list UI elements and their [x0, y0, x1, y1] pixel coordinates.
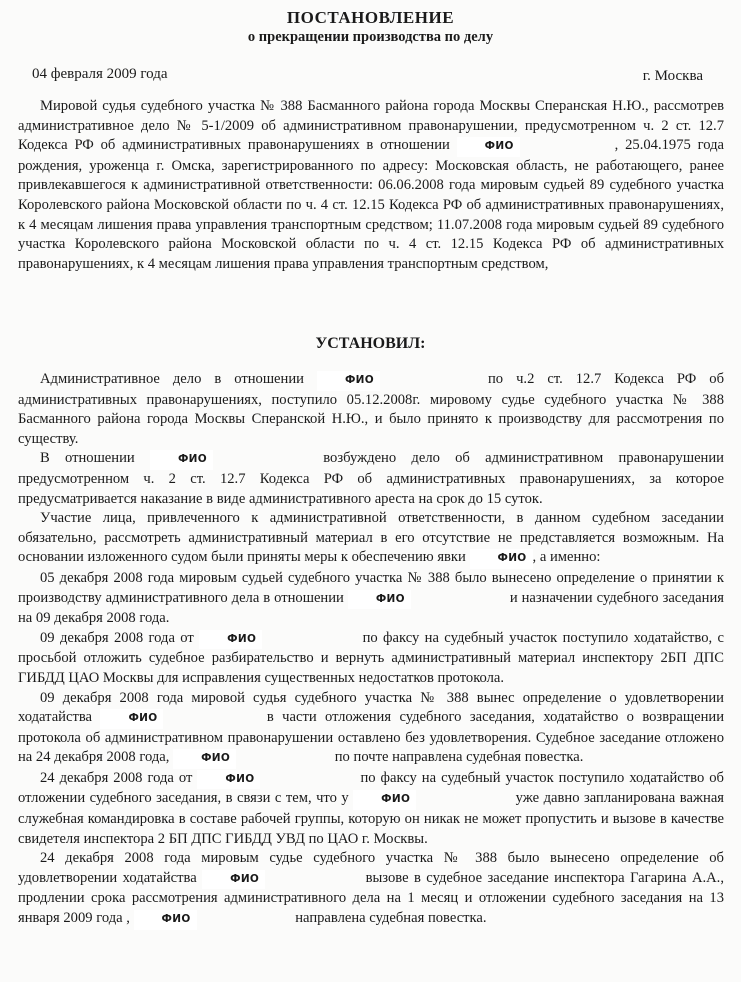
body-text: по факсу на судебный участок поступило ходатайство об отложении судебного заседания, в связи с тем, что у	[18, 769, 724, 807]
redacted-name: ФИО	[470, 549, 533, 569]
redacted-name: ФИО	[348, 590, 411, 610]
body-paragraph	[18, 629, 724, 689]
intro-text-1: Мировой судья судебного участка № 388 Басманного района города Москвы Сперанская Н.Ю., рассмотрев административное дело № 5-1/2009 об административном правонарушении, предусмотренном ч. 2 ст. 12.7 Кодекса РФ об административных правонарушениях в отношении	[18, 98, 724, 154]
body-text: возбуждено дело об административном правонарушении предусмотренном ч. 2 ст. 12.7 Кодекса РФ об административных правонарушениях, за которое предусматривается наказание в виде административного ареста на срок до 15 суток.	[18, 450, 724, 507]
body-text: 09 декабря 2008 года от	[40, 629, 194, 646]
body-text: по почте направлена судебная повестка.	[334, 749, 584, 766]
body-text: 09 декабря 2008 года мировой судья судебного участка № 388 вынес определение о удовлетворении ходатайства	[18, 689, 724, 726]
body-text: направлена судебная повестка.	[295, 910, 487, 927]
document-subtitle: о прекращении производства по делу	[247, 29, 494, 45]
body-paragraph	[18, 509, 724, 569]
redacted-name: ФИО	[317, 371, 380, 391]
body-text: уже давно запланирована важная служебная командировка в составе рабочей группы, которую он никак не может пропустить и вызове в качестве свидетеля инспектора 2 БП ДПС ГИБДД УВД по ЦАО г. Москвы.	[18, 790, 725, 847]
body-text: Административное дело в отношении	[40, 371, 304, 387]
body-text: В отношении	[40, 450, 135, 467]
body-text: 05 декабря 2008 года мировым судьей судебного участка № 388 было вынесено определение о принятии к производству административного дела в отношении	[18, 569, 724, 606]
redacted-name: ФИО	[353, 790, 416, 810]
intro-paragraph	[18, 97, 724, 274]
redacted-name: ФИО	[199, 630, 262, 650]
established-heading: УСТАНОВИЛ:	[315, 335, 426, 352]
body-text: в части отложения судебного заседания, ходатайство о возвращении протокола об административном правонарушении оставлено без удовлетворения. Судебное заседание отложено на 24 декабря 2008 года,	[18, 709, 725, 766]
body-paragraph	[18, 849, 724, 929]
body-text: по факсу на судебный участок поступило ходатайство, с просьбой отложить судебное разбирательство и вернуть административный материал инспектору 2БП ДПС ГИБДД ЦАО Москвы для исправления существенных недостатков протокола.	[18, 629, 725, 686]
body-paragraph	[18, 370, 724, 449]
body-text: 24 декабря 2008 года от	[40, 769, 193, 786]
document-city: г. Москва	[642, 68, 703, 84]
document-title: ПОСТАНОВЛЕНИЕ	[286, 8, 455, 27]
intro-text-2: , 25.04.1975 года рождения, уроженца г. Омска, зарегистрированного по адресу: Московская область, не работающего, ранее привлекавшегося к административной ответственности: 06.06.2008 года мировым судьей 89 судебного участка Королевского района Московской области по ч. 4 ст. 12.15 Кодекса РФ об административных правонарушениях, к 4 месяцам лишения права управления транспортным средством; 11.07.2008 года мировым судьей 89 судебного участка Королевского района Московской области по ч. 4 ст. 12.15 Кодекса РФ об административных правонарушениях, к 4 месяцам лишения права управления транспортным средством,	[18, 137, 724, 272]
redacted-name: ФИО	[457, 137, 520, 157]
body-paragraph	[18, 689, 724, 769]
document-date: 04 февраля 2009 года	[32, 66, 168, 82]
body-text: , а именно:	[532, 549, 601, 566]
body-text: по ч.2 ст. 12.7 Кодекса РФ об административных правонарушениях, поступило 05.12.2008г. мировому судье судебного участка № 388 Басманного района города Москвы Сперанской Н.Ю., и было принято к производству для рассмотрения по существу.	[18, 371, 725, 447]
body-text: 24 декабря 2008 года мировым судье судебного участка № 388 было вынесено определение об удовлетворении ходатайства	[18, 850, 724, 886]
body-paragraph	[18, 449, 724, 509]
body-text: и назначении судебного заседания на 09 декабря 2008 года.	[18, 589, 724, 627]
body-text: вызове в судебное заседание инспектора Гагарина А.А., продлении срока рассмотрения административного дела на 1 месяц и отложении судебного заседания на 13 января 2009 года ,	[18, 869, 724, 927]
body-text: Участие лица, привлеченного к административной ответственности, в данном судебном заседании обязательно, рассмотреть административный материал в его отсутствие не представляется возможным. На основании изложенного судом были приняты меры к обеспечению явки	[18, 510, 724, 566]
redacted-name: ФИО	[197, 770, 260, 790]
body-paragraph	[18, 569, 724, 629]
redacted-name: ФИО	[100, 709, 163, 729]
body-paragraph	[18, 769, 724, 849]
redacted-name: ФИО	[134, 910, 197, 930]
body-section	[18, 370, 724, 930]
redacted-name: ФИО	[202, 870, 265, 890]
redacted-name: ФИО	[150, 450, 213, 470]
redacted-name: ФИО	[173, 749, 236, 769]
